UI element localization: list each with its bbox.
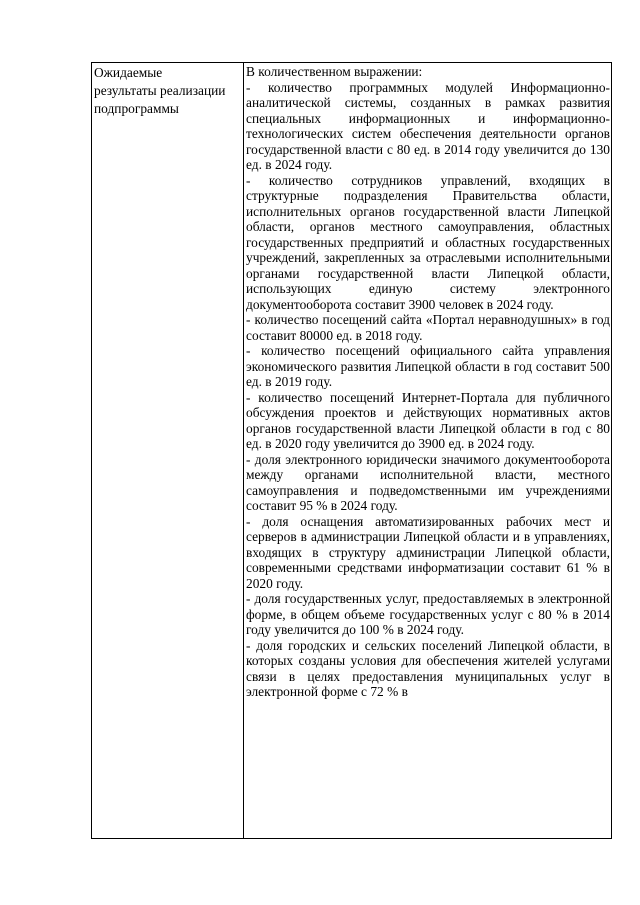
label-line-2: результаты реализации bbox=[94, 83, 226, 99]
result-item-6: - доля электронного юридически значимого документооборота между органами исполнительной власти, местного самоуправления и подведомственными им учреждениями составит 95 % в 2024 году. bbox=[246, 451, 610, 513]
result-item-3: - количество посещений сайта «Портал неравнодушных» в год составит 80000 ед. в 2018 году. bbox=[246, 312, 610, 343]
result-item-2: - количество сотрудников управлений, входящих в структурные подразделения Правительства области, исполнительных органов государственной власти Липецкой области, органов местного самоуправления, областных государственных предприятий и областных государственных учреждений, закрепленных за отраслевыми исполнительными органами государственной власти Липецкой области, использующих единую систему электронного документооборота составит 3900 человек в 2024 году. bbox=[246, 172, 610, 312]
label-cell bbox=[92, 63, 244, 838]
result-item-9: - доля городских и сельских поселений Липецкой области, в которых созданы условия для обеспечения жителей услугами связи в целях предоставления муниципальных услуг в электронной форме с 72 % в bbox=[246, 637, 610, 699]
result-item-7: - доля оснащения автоматизированных рабочих мест и серверов в администрации Липецкой области и в управлениях, входящих в структуру администрации Липецкой области, современными средствами информатизации составит 61 % в 2020 году. bbox=[246, 513, 610, 591]
result-item-8: - доля государственных услуг, предоставляемых в электронной форме, в общем объеме государственных услуг с 80 % в 2014 году увеличится до 100 % в 2024 году. bbox=[246, 591, 610, 637]
results-table bbox=[91, 62, 612, 839]
result-item-5: - количество посещений Интернет-Портала для публичного обсуждения проектов и действующих нормативных актов органов государственной власти Липецкой области в год с 80 ед. в 2020 году увеличится до 3900 ед. в 2024 году. bbox=[246, 389, 610, 451]
result-item-4: - количество посещений официального сайта управления экономического развития Липецкой области в год составит 500 ед. в 2019 году. bbox=[246, 343, 610, 389]
label-line-3: подпрограммы bbox=[94, 101, 179, 117]
intro-text: В количественном выражении: bbox=[246, 64, 423, 79]
result-item-1: - количество программных модулей Информационно-аналитической системы, созданных в рамках развития специальных информационных и информационно-технологических систем обеспечения деятельности органов государственной власти с 80 ед. в 2014 году увеличится до 130 ед. в 2024 году. bbox=[246, 79, 610, 172]
label-line-1: Ожидаемые bbox=[94, 65, 163, 80]
content-cell bbox=[244, 63, 611, 838]
